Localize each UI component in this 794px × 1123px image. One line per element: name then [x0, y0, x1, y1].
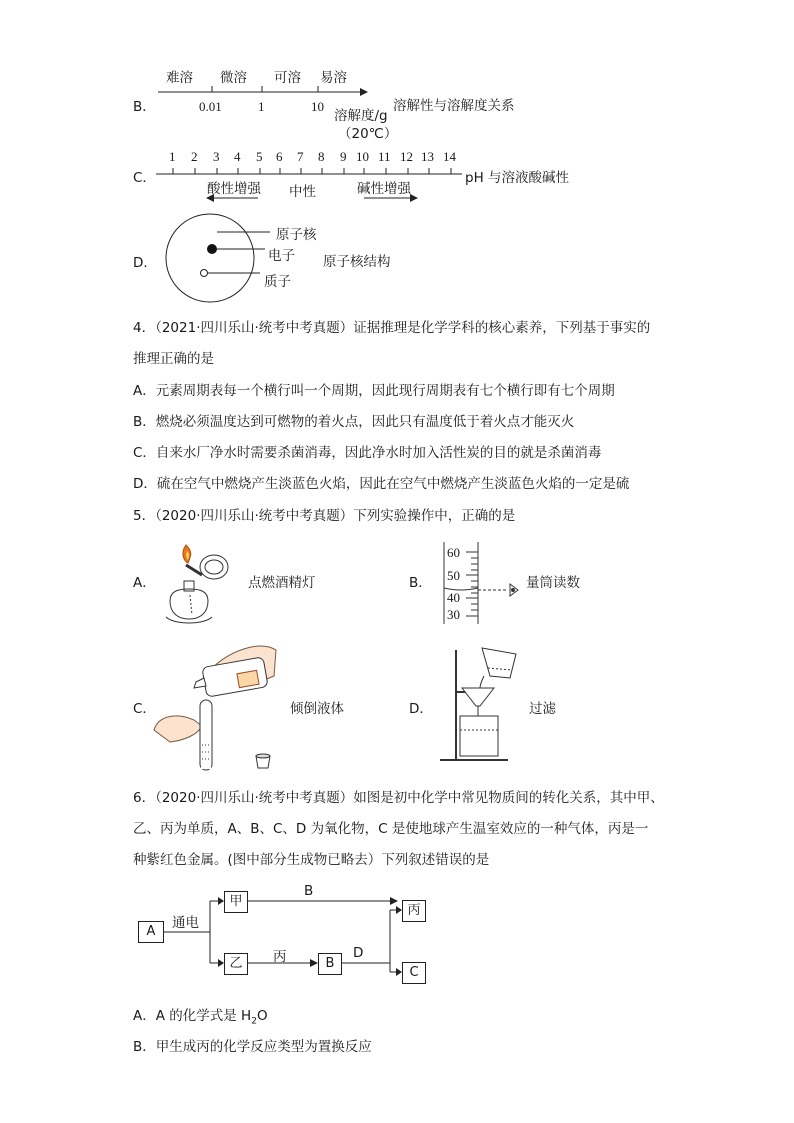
ph-tick: 14 — [443, 149, 456, 164]
axis-temp: （20℃） — [338, 126, 398, 142]
q5-c-letter: C． — [133, 701, 156, 717]
option-letter: C． — [133, 170, 156, 186]
label-nucleus: 原子核 — [276, 227, 317, 243]
tick-0-01: 0.01 — [199, 99, 222, 114]
ph-tick: 3 — [213, 149, 220, 164]
arrow-label-D: D — [353, 945, 364, 961]
q6-stem-3: 种紫红色金属。(图中部分生成物已略去）下列叙述错误的是 — [133, 852, 490, 868]
tick-10: 10 — [311, 99, 324, 114]
q4-stem-1: 4．（2021·四川乐山·统考中考真题）证据推理是化学学科的核心素养，下列基于事实的 — [133, 320, 651, 336]
cyl-40: 40 — [447, 590, 460, 605]
ph-tick: 13 — [421, 149, 434, 164]
ph-tick: 7 — [297, 149, 304, 164]
arrow-label-bing: 丙 — [273, 949, 287, 965]
label-electron: 电子 — [268, 248, 295, 264]
filtration-illustration — [436, 640, 531, 765]
solubility-axis — [150, 84, 370, 100]
base-label: 碱性增强 — [357, 181, 411, 197]
conversion-diagram — [130, 880, 440, 990]
caption-c: pH 与溶液酸碱性 — [465, 170, 570, 186]
node-bing: 丙 — [402, 900, 426, 922]
label-weirong: 微溶 — [220, 70, 247, 86]
q4-stem-2: 推理正确的是 — [133, 351, 214, 367]
atom-diagram — [160, 212, 280, 304]
q5-c-caption: 倾倒液体 — [290, 701, 344, 717]
ph-tick: 2 — [191, 149, 198, 164]
q4-option-d: D．硫在空气中燃烧产生淡蓝色火焰，因此在空气中燃烧产生淡蓝色火焰的一定是硫 — [133, 476, 630, 492]
q6-a-sub: 2 — [251, 1016, 257, 1027]
q6-stem-2: 乙、丙为单质，A、B、C、D 为氧化物，C 是使地球产生温室效应的一种气体，丙是一 — [133, 821, 649, 837]
ph-tick: 10 — [356, 149, 369, 164]
cyl-50: 50 — [447, 568, 460, 583]
node-jia: 甲 — [224, 891, 248, 913]
q4-option-c: C．自来水厂净水时需要杀菌消毒，因此净水时加入活性炭的目的就是杀菌消毒 — [133, 445, 602, 461]
q4-option-b: B．燃烧必须温度达到可燃物的着火点，因此只有温度低于着火点才能灭火 — [133, 414, 575, 430]
arrow-label-B: B — [304, 883, 314, 899]
node-yi: 乙 — [224, 953, 248, 975]
label-nanrong: 难溶 — [166, 70, 193, 86]
q5-a-letter: A． — [133, 575, 156, 591]
ph-tick: 12 — [400, 149, 413, 164]
tick-1: 1 — [258, 99, 265, 114]
q5-b-caption: 量筒读数 — [526, 575, 580, 591]
q6-option-b: B．甲生成丙的化学反应类型为置换反应 — [133, 1039, 372, 1055]
q6-a-suffix: O — [256, 1008, 268, 1024]
ph-tick: 5 — [256, 149, 263, 164]
neutral-label: 中性 — [289, 184, 316, 200]
nucleus-dot — [207, 244, 217, 254]
alcohol-lamp-illustration — [150, 535, 245, 630]
q4-option-a: A．元素周期表每一个横行叫一个周期，因此现行周期表有七个横行即有七个周期 — [133, 383, 615, 399]
option-letter: B． — [133, 99, 156, 115]
label-proton: 质子 — [264, 274, 291, 290]
pouring-liquid-illustration — [150, 630, 285, 775]
cyl-60: 60 — [447, 545, 460, 560]
ph-tick: 8 — [318, 149, 325, 164]
node-C: C — [402, 962, 426, 984]
axis-unit: 溶解度/g — [334, 108, 388, 124]
q6-option-a — [133, 1004, 268, 1027]
q5-d-caption: 过滤 — [529, 701, 556, 717]
cyl-30: 30 — [447, 607, 460, 622]
q6-a-prefix: A．A 的化学式是 H — [133, 1008, 252, 1024]
acid-label: 酸性增强 — [207, 181, 261, 197]
caption-b: 溶解性与溶解度关系 — [393, 98, 515, 114]
label-tongdian: 通电 — [172, 915, 199, 931]
ph-tick: 9 — [340, 149, 347, 164]
ph-tick: 1 — [169, 149, 176, 164]
label-yirong: 易溶 — [320, 70, 347, 86]
label-kerong: 可溶 — [274, 70, 301, 86]
ph-tick: 4 — [234, 149, 241, 164]
option-letter: D． — [133, 255, 157, 271]
proton-dot — [201, 270, 208, 277]
q6-stem-1: 6．（2020·四川乐山·统考中考真题）如图是初中化学中常见物质间的转化关系，其中甲、 — [133, 790, 664, 806]
node-B: B — [318, 953, 342, 975]
q5-b-letter: B． — [409, 575, 432, 591]
caption-d: 原子核结构 — [323, 254, 391, 270]
ph-tick: 11 — [378, 149, 391, 164]
q5-a-caption: 点燃酒精灯 — [248, 575, 316, 591]
q5-d-letter: D． — [409, 701, 433, 717]
node-A: A — [138, 921, 164, 943]
ph-tick: 6 — [276, 149, 283, 164]
q5-stem: 5．（2020·四川乐山·统考中考真题）下列实验操作中，正确的是 — [133, 508, 516, 524]
